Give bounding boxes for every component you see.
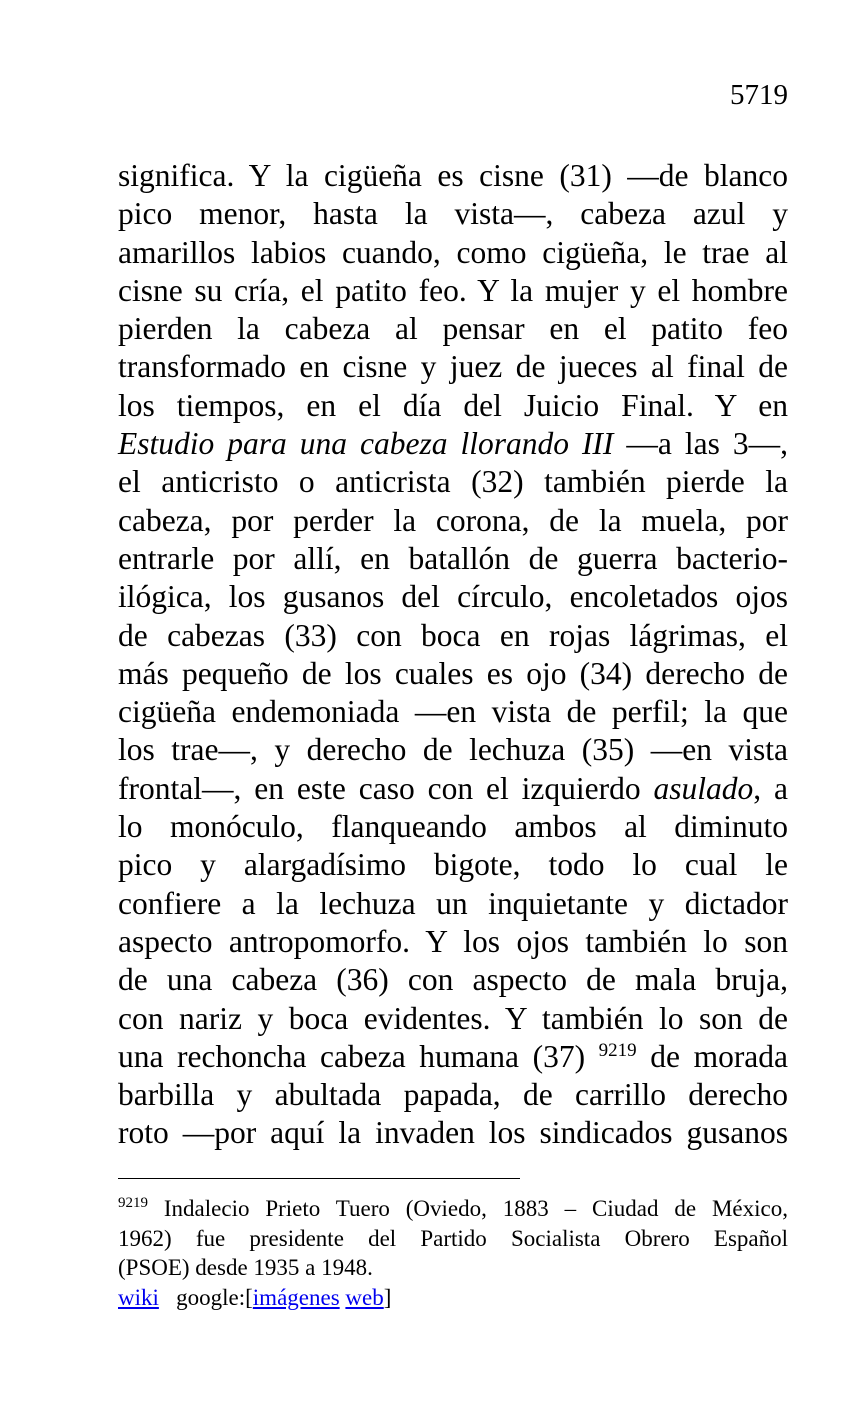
text-line: entrarle por allí, en batallón de guerra bacterio- (118, 540, 788, 576)
text-line (118, 1038, 788, 1076)
footnote-line: (PSOE) desde 1935 a 1948. (118, 1255, 373, 1280)
text-fragment: —a las 3—, (613, 426, 788, 462)
text-line: cisne su cría, el patito feo. Y la mujer y el hombre (118, 272, 788, 308)
text-fragment: una rechoncha cabeza humana (37) (118, 1038, 586, 1074)
text-line (118, 770, 788, 808)
text-fragment: Indalecio Prieto Tuero (Oviedo, 1883 – Ciudad de México, (148, 1196, 788, 1221)
text-line: confiere a la lechuza un inquietante y dictador (118, 885, 788, 921)
web-link[interactable]: web (345, 1284, 384, 1310)
page-number: 5719 (730, 79, 788, 111)
footnote-separator (118, 1178, 520, 1179)
artwork-title: Estudio para una cabeza llorando III (118, 426, 614, 462)
text-line: los tiempos, en el día del Juicio Final. Y en (118, 387, 788, 423)
wiki-link[interactable]: wiki (118, 1284, 159, 1310)
text-line: barbilla y abultada papada, de carrillo derecho (118, 1077, 788, 1113)
text-line: de una cabeza (36) con aspecto de mala bruja, (118, 962, 788, 998)
text-line: más pequeño de los cuales es ojo (34) derecho de (118, 655, 788, 691)
footnote (118, 1194, 788, 1312)
footnote-links (118, 1283, 788, 1313)
text-line: el anticristo o anticrista (32) también pierde la (118, 464, 788, 500)
footnote-line (118, 1194, 788, 1224)
text-fragment: frontal—, en este caso con el izquierdo (118, 770, 654, 806)
text-line: lo monóculo, flanqueando ambos al diminuto (118, 809, 788, 845)
text-line: con nariz y boca evidentes. Y también lo son de (118, 1000, 788, 1036)
text-line: aspecto antropomorfo. Y los ojos también lo son (118, 923, 788, 959)
footnote-marker: 9219 (118, 1195, 148, 1211)
close-bracket: ] (383, 1284, 392, 1310)
text-line: de cabezas (33) con boca en rojas lágrimas, el (118, 617, 788, 653)
text-line: transformado en cisne y juez de jueces al final de (118, 349, 788, 385)
footnote-line: 1962) fue presidente del Partido Socialista Obrero Español (118, 1225, 788, 1251)
text-line: ilógica, los gusanos del círculo, encoletados ojos (118, 579, 788, 615)
text-line: los trae—, y derecho de lechuza (35) —en vista (118, 732, 788, 768)
text-fragment: , a (753, 770, 789, 806)
text-line: significa. Y la cigüeña es cisne (31) —de blanco (118, 158, 788, 193)
text-line: pico menor, hasta la vista—, cabeza azul y (118, 196, 788, 232)
footnote-reference[interactable]: 9219 (598, 1039, 637, 1061)
italic-word: asulado (653, 770, 754, 806)
text-fragment: de morada (636, 1038, 789, 1074)
text-line: roto —por aquí la invaden los sindicados gusanos (118, 1115, 788, 1151)
main-text (118, 157, 788, 1153)
google-label: google:[ (176, 1284, 253, 1310)
text-line: pierden la cabeza al pensar en el patito feo (118, 311, 788, 347)
text-line: pico y alargadísimo bigote, todo lo cual le (118, 847, 788, 883)
text-line: amarillos labios cuando, como cigüeña, le trae al (118, 234, 788, 270)
images-link[interactable]: imágenes (252, 1284, 340, 1310)
text-line: cigüeña endemoniada —en vista de perfil; la que (118, 694, 788, 730)
text-line: cabeza, por perder la corona, de la muela, por (118, 502, 788, 538)
text-line (118, 425, 788, 463)
